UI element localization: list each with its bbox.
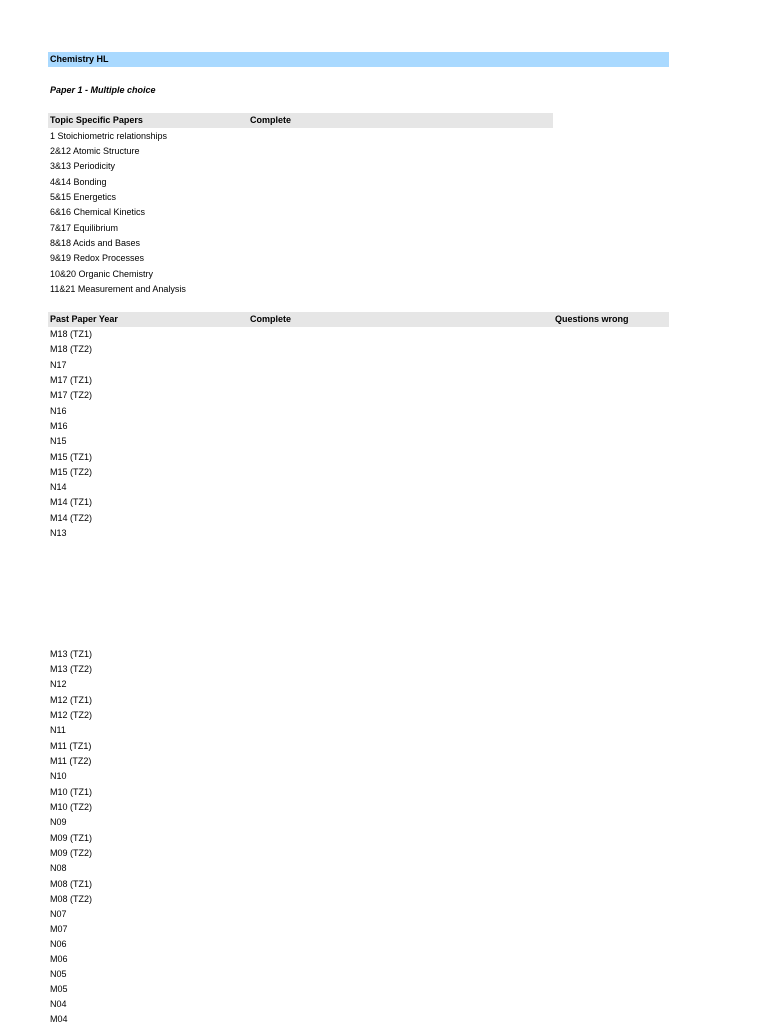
- past-paper-row: N05: [50, 969, 67, 979]
- past-paper-row: M10 (TZ2): [50, 802, 93, 812]
- past-paper-row: M09 (TZ1): [50, 833, 93, 843]
- past-paper-row: M12 (TZ2): [50, 710, 93, 720]
- past-paper-row: N07: [50, 909, 67, 919]
- past-paper-row: M07: [50, 924, 68, 934]
- past-paper-row: M14 (TZ1): [50, 497, 93, 507]
- past-paper-table-header: [48, 312, 669, 327]
- topic-row: 9&19 Redox Processes: [50, 253, 145, 263]
- past-paper-row: M08 (TZ2): [50, 894, 93, 904]
- past-paper-row: N13: [50, 528, 67, 538]
- past-paper-row: N11: [50, 725, 66, 735]
- past-paper-row: N04: [50, 999, 67, 1009]
- past-paper-row: M13 (TZ1): [50, 649, 93, 659]
- past-paper-row: N08: [50, 863, 67, 873]
- past-paper-row: M14 (TZ2): [50, 513, 93, 523]
- past-paper-row: N06: [50, 939, 67, 949]
- past-paper-row: N17: [50, 360, 67, 370]
- past-paper-row: N12: [50, 679, 67, 689]
- past-paper-row: M08 (TZ1): [50, 879, 93, 889]
- past-paper-row: M09 (TZ2): [50, 848, 93, 858]
- title-row: [48, 52, 669, 67]
- past-paper-row: M05: [50, 984, 68, 994]
- past-paper-row: N16: [50, 406, 67, 416]
- past-header-col2: Complete: [250, 314, 292, 324]
- past-paper-row: M13 (TZ2): [50, 664, 93, 674]
- past-paper-row: N14: [50, 482, 67, 492]
- past-paper-row: M11 (TZ1): [50, 741, 92, 751]
- past-paper-row: M04: [50, 1014, 68, 1024]
- sheet-title: Chemistry HL: [50, 54, 109, 64]
- topic-row: 11&21 Measurement and Analysis: [50, 284, 186, 294]
- topic-row: 2&12 Atomic Structure: [50, 146, 140, 156]
- topic-row: 5&15 Energetics: [50, 192, 117, 202]
- topic-table-header: [48, 113, 553, 128]
- past-paper-row: M15 (TZ2): [50, 467, 93, 477]
- topic-row: 10&20 Organic Chemistry: [50, 269, 154, 279]
- past-paper-row: M18 (TZ2): [50, 344, 93, 354]
- topic-row: 6&16 Chemical Kinetics: [50, 207, 146, 217]
- past-paper-row: M18 (TZ1): [50, 329, 93, 339]
- topic-row: 3&13 Periodicity: [50, 161, 116, 171]
- past-paper-row: N09: [50, 817, 67, 827]
- past-header-col1: Past Paper Year: [50, 314, 118, 324]
- past-paper-row: M10 (TZ1): [50, 787, 93, 797]
- topic-header-col2: Complete: [250, 115, 292, 125]
- topic-row: 7&17 Equilibrium: [50, 223, 119, 233]
- past-paper-row: M15 (TZ1): [50, 452, 93, 462]
- past-header-col3: Questions wrong: [555, 314, 629, 324]
- past-paper-row: N15: [50, 436, 67, 446]
- past-paper-row: M17 (TZ2): [50, 390, 93, 400]
- topic-row: 1 Stoichiometric relationships: [50, 131, 168, 141]
- topic-row: 4&14 Bonding: [50, 177, 107, 187]
- past-paper-row: M17 (TZ1): [50, 375, 93, 385]
- past-paper-row: M16: [50, 421, 68, 431]
- past-paper-row: N10: [50, 771, 67, 781]
- past-paper-row: M12 (TZ1): [50, 695, 93, 705]
- past-paper-row: M06: [50, 954, 68, 964]
- topic-row: 8&18 Acids and Bases: [50, 238, 141, 248]
- past-paper-row: M11 (TZ2): [50, 756, 92, 766]
- topic-header-col1: Topic Specific Papers: [50, 115, 143, 125]
- section-title: Paper 1 - Multiple choice: [50, 85, 156, 95]
